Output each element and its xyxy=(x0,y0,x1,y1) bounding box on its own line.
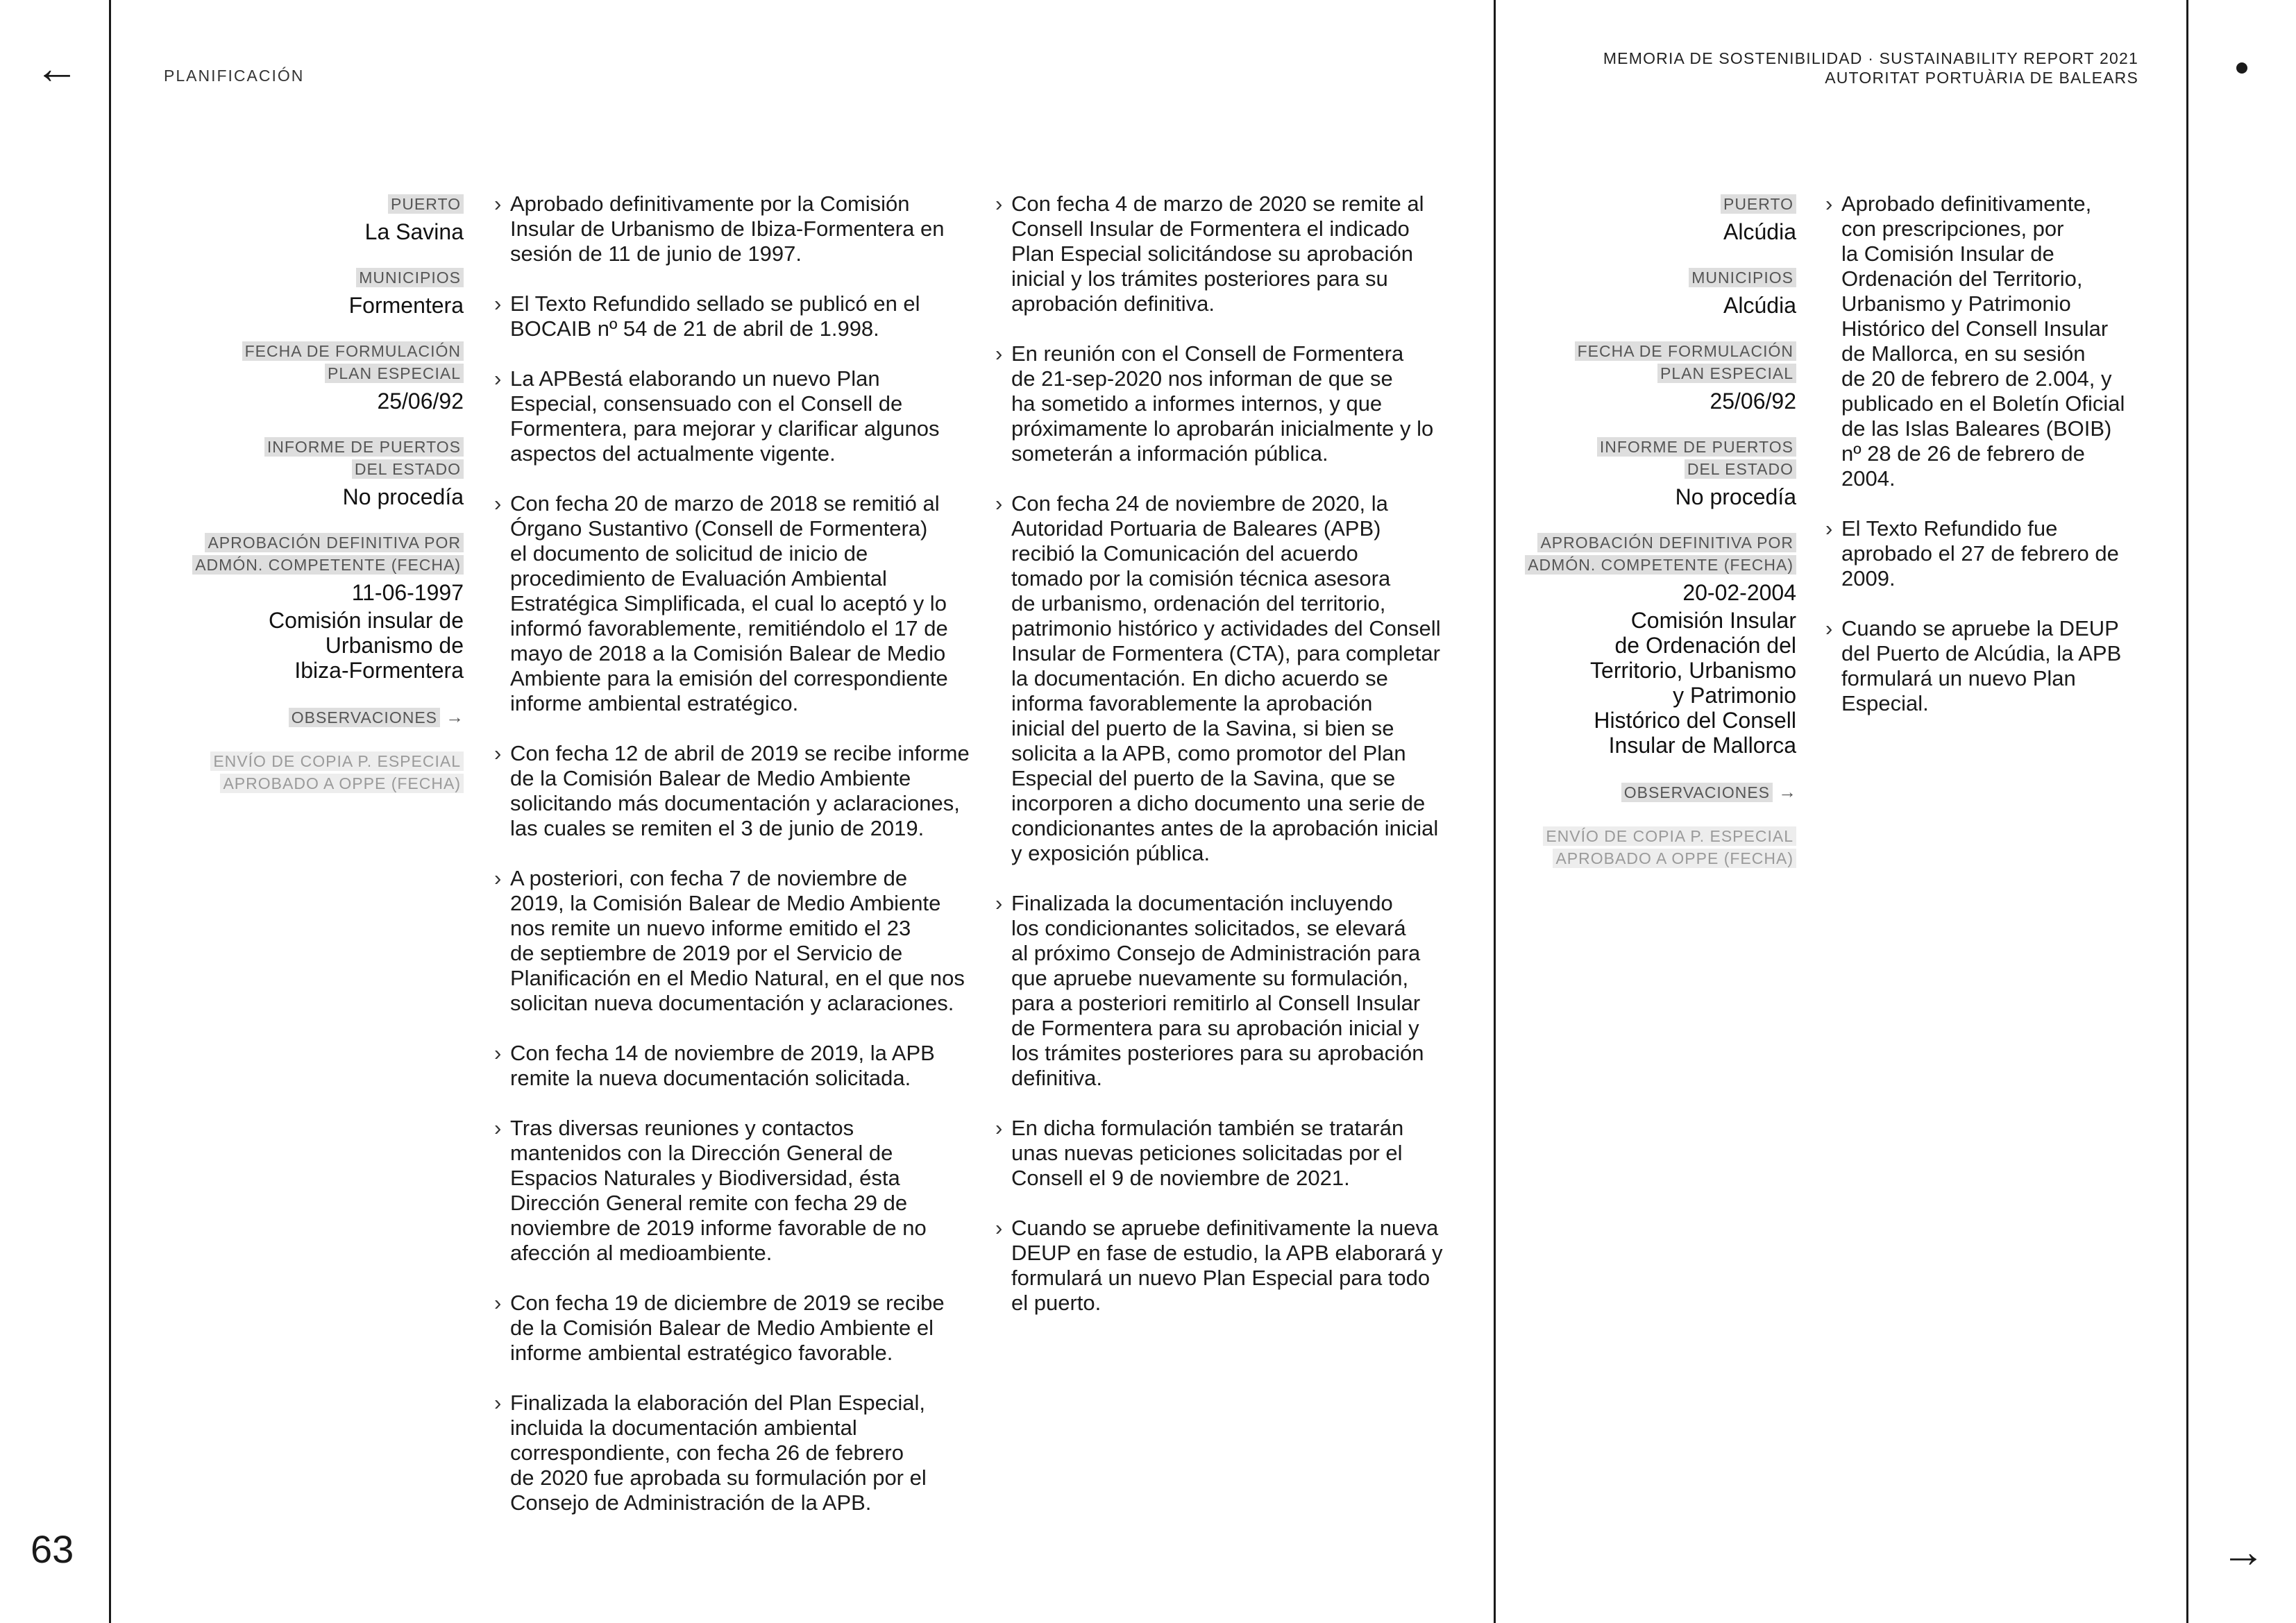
bullet-line: los condicionantes solicitados, se elevará xyxy=(1011,916,1406,940)
bullet-line: Con fecha 19 de diciembre de 2019 se recibe xyxy=(510,1291,945,1315)
aprobacion-body-line: Urbanismo de xyxy=(325,633,464,658)
frame-right-line xyxy=(2186,0,2188,1623)
bullet-line: la Comisión Insular de xyxy=(1841,241,2054,266)
bullet-line: que apruebe nuevamente su formulación, xyxy=(1011,966,1409,990)
aprobacion-body-line: Histórico del Consell xyxy=(1594,708,1796,733)
bullet-item xyxy=(1825,192,2145,491)
aprobacion-label-line2: ADMÓN. COMPETENTE (FECHA) xyxy=(192,555,464,575)
bullet-line: Finalizada la elaboración del Plan Especial, xyxy=(510,1391,925,1415)
fecha-label-line1: FECHA DE FORMULACIÓN xyxy=(242,341,464,361)
bullet-item xyxy=(494,741,973,841)
chevron-right-icon: › xyxy=(494,1116,502,1140)
aprobacion-body-line: Ibiza-Formentera xyxy=(294,658,464,683)
bullet-line: de la Comisión Balear de Medio Ambiente el xyxy=(510,1316,934,1340)
puerto-value: Alcúdia xyxy=(1723,219,1796,244)
bullet-line: Consell el 9 de noviembre de 2021. xyxy=(1011,1166,1350,1190)
bullet-line: nos remite un nuevo informe emitido el 23 xyxy=(510,916,911,940)
bullet-item xyxy=(494,1291,973,1366)
bullet-line: Órgano Sustantivo (Consell de Formentera) xyxy=(510,516,928,541)
bullet-line: al próximo Consejo de Administración para xyxy=(1011,941,1421,965)
bullet-line: solicitando más documentación y aclaraciones, xyxy=(510,791,960,815)
municipios-value: Formentera xyxy=(348,293,464,318)
bullet-line: Urbanismo y Patrimonio xyxy=(1841,291,2071,316)
bullet-item xyxy=(995,1116,1474,1191)
bullet-line: Consejo de Administración de la APB. xyxy=(510,1490,872,1515)
bullet-line: informó favorablemente, remitiéndolo el 17 de xyxy=(510,616,948,640)
bullet-line: Especial del puerto de la Savina, que se xyxy=(1011,766,1396,790)
aprobacion-body-line: Comisión Insular xyxy=(1630,608,1796,633)
text-column-1 xyxy=(494,192,973,1540)
bullet-line: formulará un nuevo Plan xyxy=(1841,666,2076,690)
chevron-right-icon: › xyxy=(494,192,502,216)
fecha-value: 25/06/92 xyxy=(377,389,464,414)
page-number: 63 xyxy=(31,1527,74,1571)
page-indicator-dot-icon xyxy=(2236,62,2247,74)
aprobacion-label-line1: APROBACIÓN DEFINITIVA POR xyxy=(1537,533,1796,552)
bullet-line: de Formentera para su aprobación inicial y xyxy=(1011,1016,1419,1040)
bullet-line: Con fecha 14 de noviembre de 2019, la APB xyxy=(510,1041,935,1065)
observaciones-field xyxy=(180,706,464,728)
bullet-item xyxy=(1825,516,2145,591)
envio-label-line2: APROBADO A OPPE (FECHA) xyxy=(1553,849,1796,868)
bullet-line: 2004. xyxy=(1841,466,1896,491)
bullet-line: definitiva. xyxy=(1011,1066,1102,1090)
back-arrow-icon[interactable]: ← xyxy=(35,43,79,93)
bullet-line: noviembre de 2019 informe favorable de no xyxy=(510,1216,927,1240)
aprobacion-body xyxy=(1499,608,1796,758)
municipios-label: MUNICIPIOS xyxy=(1689,268,1796,287)
informe-label-line1: INFORME DE PUERTOS xyxy=(264,437,464,457)
frame-left-line xyxy=(109,0,111,1623)
aprobacion-field xyxy=(180,533,464,683)
bullet-line: ha sometido a informes internos, y que xyxy=(1011,391,1383,416)
envio-label-line1: ENVÍO DE COPIA P. ESPECIAL xyxy=(1543,826,1796,846)
bullet-line: condicionantes antes de la aprobación inicial xyxy=(1011,816,1439,840)
bullet-line: unas nuevas peticiones solicitadas por el xyxy=(1011,1141,1403,1165)
bullet-line: inicial y los trámites posteriores para su xyxy=(1011,266,1388,291)
bullet-line: y exposición pública. xyxy=(1011,841,1210,865)
observaciones-link[interactable] xyxy=(1621,781,1796,803)
bullet-line: remite la nueva documentación solicitada. xyxy=(510,1066,911,1090)
bullet-item xyxy=(995,891,1474,1091)
bullet-line: con prescripciones, por xyxy=(1841,216,2064,241)
bullet-line: inicial del puerto de la Savina, si bien se xyxy=(1011,716,1394,740)
aprobacion-body-line: Comisión insular de xyxy=(268,608,464,633)
bullet-line: solicitan nueva documentación y aclaraciones. xyxy=(510,991,954,1015)
bullet-line: 2019, la Comisión Balear de Medio Ambiente xyxy=(510,891,941,915)
informe-label-line2: DEL ESTADO xyxy=(352,459,464,479)
chevron-right-icon: › xyxy=(494,1041,502,1065)
bullet-item xyxy=(494,1041,973,1091)
bullet-line: de 2020 fue aprobada su formulación por el xyxy=(510,1465,927,1490)
bullet-item xyxy=(494,491,973,716)
chevron-right-icon: › xyxy=(494,291,502,316)
bullet-item xyxy=(995,341,1474,466)
bullet-line: Formentera, para mejorar y clarificar algunos xyxy=(510,416,940,441)
section-title: PLANIFICACIÓN xyxy=(164,67,305,85)
bullet-line: las cuales se remiten el 3 de junio de 2019. xyxy=(510,816,925,840)
bullet-item xyxy=(995,491,1474,866)
aprobacion-body-line: de Ordenación del xyxy=(1614,633,1796,658)
bullet-line: el puerto. xyxy=(1011,1291,1101,1315)
informe-label-line1: INFORME DE PUERTOS xyxy=(1597,437,1796,457)
bullet-line: Espacios Naturales y Biodiversidad, ésta xyxy=(510,1166,900,1190)
aprobacion-body-line: Territorio, Urbanismo xyxy=(1590,658,1796,683)
fecha-formulacion-field xyxy=(180,341,464,414)
bullet-line: Con fecha 4 de marzo de 2020 se remite al xyxy=(1011,192,1424,216)
aprobacion-label-line1: APROBACIÓN DEFINITIVA POR xyxy=(205,533,464,552)
bullet-line: publicado en el Boletín Oficial xyxy=(1841,391,2125,416)
next-arrow-icon[interactable]: → xyxy=(2221,1527,2265,1577)
bullet-line: DEUP en fase de estudio, la APB elaborará y xyxy=(1011,1241,1443,1265)
fecha-formulacion-field xyxy=(1499,341,1796,414)
bullet-line: Estratégica Simplificada, el cual lo aceptó y lo xyxy=(510,591,947,615)
envio-label-line1: ENVÍO DE COPIA P. ESPECIAL xyxy=(210,751,464,771)
chevron-right-icon: › xyxy=(494,366,502,391)
fecha-label-line1: FECHA DE FORMULACIÓN xyxy=(1575,341,1796,361)
bullet-item xyxy=(494,1391,973,1515)
bullet-line: El Texto Refundido sellado se publicó en el xyxy=(510,291,920,316)
bullet-line: aprobado el 27 de febrero de xyxy=(1841,541,2119,566)
bullet-line: A posteriori, con fecha 7 de noviembre de xyxy=(510,866,908,890)
bullet-line: Con fecha 24 de noviembre de 2020, la xyxy=(1011,491,1388,516)
bullet-line: afección al medioambiente. xyxy=(510,1241,773,1265)
bullet-line: Insular de Urbanismo de Ibiza-Formentera en xyxy=(510,216,945,241)
bullet-line: próximamente lo aprobarán inicialmente y lo xyxy=(1011,416,1434,441)
informe-field xyxy=(180,437,464,509)
arrow-right-icon: → xyxy=(446,706,464,727)
aprobacion-body-line: y Patrimonio xyxy=(1673,683,1796,708)
puerto-label: PUERTO xyxy=(1721,194,1796,214)
bullet-line: Aprobado definitivamente por la Comisión xyxy=(510,192,910,216)
bullet-line: solicita a la APB, como promotor del Plan xyxy=(1011,741,1406,765)
aprobacion-body-line: Insular de Mallorca xyxy=(1608,733,1796,758)
bullet-line: Con fecha 12 de abril de 2019 se recibe informe xyxy=(510,741,970,765)
bullet-line: los trámites posteriores para su aprobación xyxy=(1011,1041,1424,1065)
bullet-line: El Texto Refundido fue xyxy=(1841,516,2058,541)
bullet-line: 2009. xyxy=(1841,566,1896,590)
bullet-line: Histórico del Consell Insular xyxy=(1841,316,2109,341)
chevron-right-icon: › xyxy=(1825,192,1833,216)
bullet-line: Dirección General remite con fecha 29 de xyxy=(510,1191,908,1215)
arrow-right-icon: → xyxy=(1778,781,1796,802)
bullet-line: Finalizada la documentación incluyendo xyxy=(1011,891,1393,915)
observaciones-field xyxy=(1499,781,1796,803)
bullet-item xyxy=(1825,616,2145,716)
chevron-right-icon: › xyxy=(995,1216,1003,1240)
envio-field xyxy=(180,751,464,796)
puerto-label: PUERTO xyxy=(388,194,464,214)
informe-label-line2: DEL ESTADO xyxy=(1685,459,1796,479)
report-organization: AUTORITAT PORTUÀRIA DE BALEARS xyxy=(1825,69,2138,87)
bullet-line: de la Comisión Balear de Medio Ambiente xyxy=(510,766,911,790)
chevron-right-icon: › xyxy=(995,1116,1003,1140)
bullet-line: Cuando se apruebe definitivamente la nueva xyxy=(1011,1216,1439,1240)
bullet-item xyxy=(494,366,973,466)
puerto-field xyxy=(180,194,464,244)
bullet-line: incluida la documentación ambiental xyxy=(510,1416,857,1440)
bullet-line: correspondiente, con fecha 26 de febrero xyxy=(510,1441,904,1465)
bullet-item xyxy=(494,192,973,266)
bullet-line: Especial. xyxy=(1841,691,1929,715)
aprobacion-date: 20-02-2004 xyxy=(1682,580,1796,605)
bullet-line: Insular de Formentera (CTA), para completar xyxy=(1011,641,1440,665)
chevron-right-icon: › xyxy=(494,491,502,516)
aprobacion-field xyxy=(1499,533,1796,758)
bullet-line: Aprobado definitivamente, xyxy=(1841,192,2092,216)
bullet-line: de 21-sep-2020 nos informan de que se xyxy=(1011,366,1393,391)
chevron-right-icon: › xyxy=(995,891,1003,915)
aprobacion-body xyxy=(180,608,464,683)
aprobacion-date: 11-06-1997 xyxy=(351,580,464,605)
municipios-field xyxy=(1499,268,1796,318)
left-port-metadata xyxy=(180,194,464,819)
text-column-2 xyxy=(995,192,1474,1341)
bullet-line: para a posteriori remitirlo al Consell Insular xyxy=(1011,991,1421,1015)
bullet-line: de septiembre de 2019 por el Servicio de xyxy=(510,941,903,965)
chevron-right-icon: › xyxy=(494,1391,502,1415)
bullet-line: BOCAIB nº 54 de 21 de abril de 1.998. xyxy=(510,316,879,341)
observaciones-label: OBSERVACIONES xyxy=(1621,783,1773,802)
bullet-line: de las Islas Baleares (BOIB) xyxy=(1841,416,2112,441)
chevron-right-icon: › xyxy=(995,192,1003,216)
bullet-line: Plan Especial solicitándose su aprobación xyxy=(1011,241,1414,266)
bullet-line: sesión de 11 de junio de 1997. xyxy=(510,241,802,266)
municipios-label: MUNICIPIOS xyxy=(356,268,464,287)
bullet-line: Ambiente para la emisión del correspondiente xyxy=(510,666,948,690)
bullet-line: Cuando se apruebe la DEUP xyxy=(1841,616,2119,640)
municipios-value: Alcúdia xyxy=(1723,293,1796,318)
chevron-right-icon: › xyxy=(995,341,1003,366)
informe-value: No procedía xyxy=(342,484,464,509)
bullet-line: aspectos del actualmente vigente. xyxy=(510,441,836,466)
observaciones-link[interactable] xyxy=(289,706,464,728)
bullet-line: de Mallorca, en su sesión xyxy=(1841,341,2086,366)
bullet-line: informa favorablemente la aprobación xyxy=(1011,691,1373,715)
chevron-right-icon: › xyxy=(1825,616,1833,640)
bullet-line: Autoridad Portuaria de Baleares (APB) xyxy=(1011,516,1381,541)
bullet-line: Con fecha 20 de marzo de 2018 se remitió al xyxy=(510,491,940,516)
informe-value: No procedía xyxy=(1675,484,1796,509)
bullet-line: Especial, consensuado con el Consell de xyxy=(510,391,903,416)
report-header xyxy=(1603,49,2138,87)
bullet-line: nº 28 de 26 de febrero de xyxy=(1841,441,2085,466)
bullet-line: La APBestá elaborando un nuevo Plan xyxy=(510,366,880,391)
page-divider-line xyxy=(1494,0,1496,1623)
bullet-item xyxy=(494,1116,973,1266)
bullet-line: someterán a información pública. xyxy=(1011,441,1328,466)
bullet-line: informe ambiental estratégico favorable. xyxy=(510,1341,893,1365)
bullet-line: recibió la Comunicación del acuerdo xyxy=(1011,541,1358,566)
chevron-right-icon: › xyxy=(1825,516,1833,541)
chevron-right-icon: › xyxy=(494,741,502,765)
chevron-right-icon: › xyxy=(995,491,1003,516)
right-port-metadata xyxy=(1499,194,1796,894)
report-title: MEMORIA DE SOSTENIBILIDAD · SUSTAINABILITY REPORT 2021 xyxy=(1603,49,2138,67)
bullet-line: procedimiento de Evaluación Ambiental xyxy=(510,566,887,590)
bullet-item xyxy=(995,1216,1474,1316)
puerto-field xyxy=(1499,194,1796,244)
bullet-line: del Puerto de Alcúdia, la APB xyxy=(1841,641,2122,665)
fecha-label-line2: PLAN ESPECIAL xyxy=(1657,364,1796,383)
envio-field xyxy=(1499,826,1796,871)
observaciones-label: OBSERVACIONES xyxy=(289,708,440,727)
bullet-line: En reunión con el Consell de Formentera xyxy=(1011,341,1404,366)
bullet-line: Ordenación del Territorio, xyxy=(1841,266,2083,291)
bullet-item xyxy=(995,192,1474,316)
bullet-line: Planificación en el Medio Natural, en el que nos xyxy=(510,966,965,990)
text-column-3 xyxy=(1825,192,2145,741)
bullet-line: tomado por la comisión técnica asesora xyxy=(1011,566,1391,590)
envio-label-line2: APROBADO A OPPE (FECHA) xyxy=(220,774,464,793)
bullet-line: la documentación. En dicho acuerdo se xyxy=(1011,666,1388,690)
fecha-value: 25/06/92 xyxy=(1710,389,1796,414)
fecha-label-line2: PLAN ESPECIAL xyxy=(325,364,464,383)
bullet-line: patrimonio histórico y actividades del Consell xyxy=(1011,616,1441,640)
bullet-line: de 20 de febrero de 2.004, y xyxy=(1841,366,2112,391)
chevron-right-icon: › xyxy=(494,1291,502,1315)
bullet-line: formulará un nuevo Plan Especial para todo xyxy=(1011,1266,1430,1290)
bullet-line: de urbanismo, ordenación del territorio, xyxy=(1011,591,1386,615)
bullet-line: informe ambiental estratégico. xyxy=(510,691,799,715)
chevron-right-icon: › xyxy=(494,866,502,890)
bullet-item xyxy=(494,866,973,1016)
bullet-line: Consell Insular de Formentera el indicado xyxy=(1011,216,1410,241)
informe-field xyxy=(1499,437,1796,509)
puerto-value: La Savina xyxy=(364,219,464,244)
bullet-line: mayo de 2018 a la Comisión Balear de Medio xyxy=(510,641,946,665)
municipios-field xyxy=(180,268,464,318)
bullet-line: Tras diversas reuniones y contactos xyxy=(510,1116,854,1140)
bullet-line: incorporen a dicho documento una serie de xyxy=(1011,791,1426,815)
bullet-line: el documento de solicitud de inicio de xyxy=(510,541,868,566)
bullet-line: En dicha formulación también se tratarán xyxy=(1011,1116,1404,1140)
bullet-item xyxy=(494,291,973,341)
bullet-line: mantenidos con la Dirección General de xyxy=(510,1141,893,1165)
bullet-line: aprobación definitiva. xyxy=(1011,291,1215,316)
aprobacion-label-line2: ADMÓN. COMPETENTE (FECHA) xyxy=(1525,555,1796,575)
